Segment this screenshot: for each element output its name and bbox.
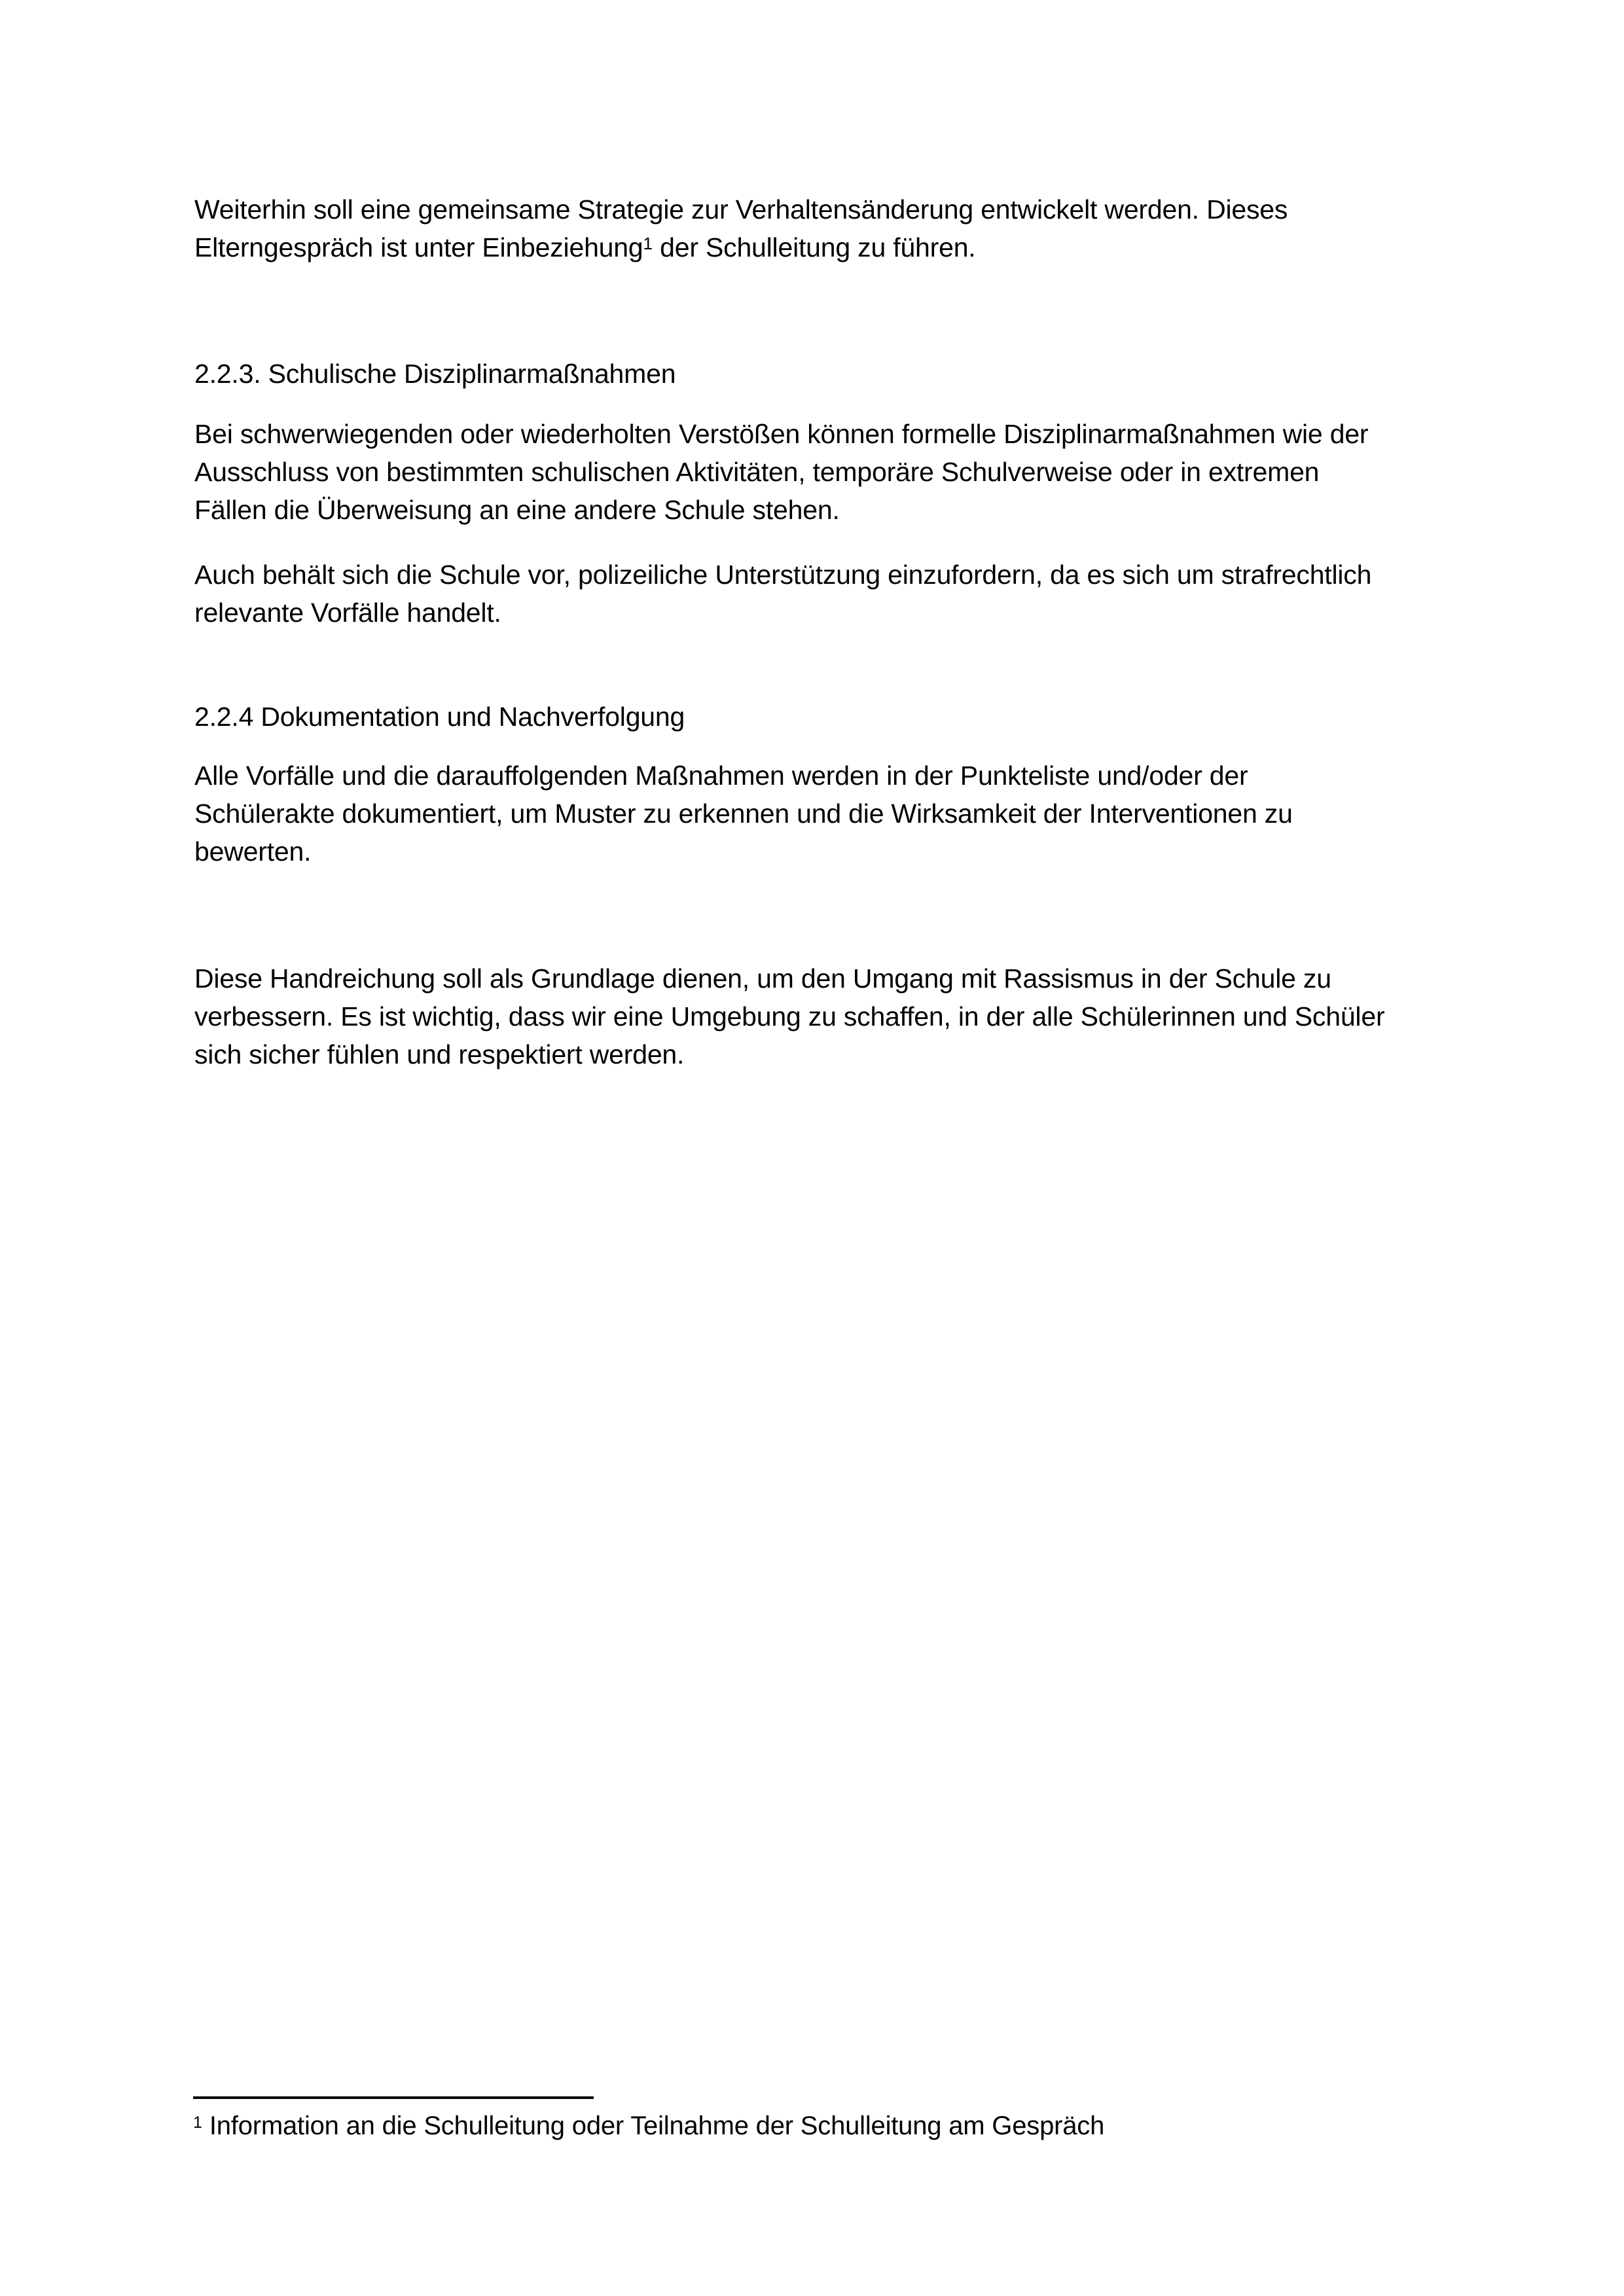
footnote <box>193 2109 1104 2146</box>
footnote-marker-superscript: 1 <box>193 2113 202 2132</box>
paragraph-polizeiliche-unterstuetzung-line-1: Auch behält sich die Schule vor, polizeiliche Unterstützung einzufordern, da es sich um strafrechtlich <box>194 560 1372 590</box>
footnote-text: Information an die Schulleitung oder Teilnahme der Schulleitung am Gespräch <box>202 2111 1105 2140</box>
intro-paragraph <box>194 190 1288 270</box>
paragraph-dokumentation-line-2: Schülerakte dokumentiert, um Muster zu erkennen und die Wirksamkeit der Interventionen zu <box>194 798 1293 829</box>
paragraph-disziplinarmassnahmen-line-3: Fällen die Überweisung an eine andere Schule stehen. <box>194 495 840 525</box>
closing-paragraph-line-2: verbessern. Es ist wichtig, dass wir eine Umgebung zu schaffen, in der alle Schülerinnen und Schüler <box>194 1001 1385 1031</box>
paragraph-disziplinarmassnahmen <box>194 415 1368 529</box>
intro-line-2-text-after-ref: der Schulleitung zu führen. <box>652 232 976 262</box>
paragraph-dokumentation-line-1: Alle Vorfälle und die darauffolgenden Maßnahmen werden in der Punkteliste und/oder der <box>194 761 1248 791</box>
closing-paragraph-line-1: Diese Handreichung soll als Grundlage dienen, um den Umgang mit Rassismus in der Schule zu <box>194 963 1331 994</box>
intro-line-2-text-before-ref: Elterngespräch ist unter Einbeziehung <box>194 232 643 262</box>
paragraph-disziplinarmassnahmen-line-1: Bei schwerwiegenden oder wiederholten Verstößen können formelle Disziplinarmaßnahmen wie der <box>194 419 1369 449</box>
closing-paragraph-line-3: sich sicher fühlen und respektiert werden. <box>194 1039 685 1069</box>
footnote-reference-superscript: 1 <box>643 234 653 254</box>
section-heading-2-2-4: 2.2.4 Dokumentation und Nachverfolgung <box>194 702 685 732</box>
paragraph-dokumentation-line-3: bewerten. <box>194 836 312 867</box>
section-heading-2-2-3: 2.2.3. Schulische Disziplinarmaßnahmen <box>194 359 676 389</box>
intro-paragraph-line-1: Weiterhin soll eine gemeinsame Strategie zur Verhaltensänderung entwickelt werden. Dieses <box>194 194 1288 224</box>
footnote-separator-rule <box>193 2096 594 2099</box>
paragraph-dokumentation <box>194 757 1293 870</box>
intro-paragraph-line-2 <box>194 228 1288 270</box>
paragraph-disziplinarmassnahmen-line-2: Ausschluss von bestimmten schulischen Aktivitäten, temporäre Schulverweise oder in extremen <box>194 457 1320 487</box>
paragraph-polizeiliche-unterstuetzung <box>194 556 1371 632</box>
closing-paragraph <box>194 960 1384 1073</box>
paragraph-polizeiliche-unterstuetzung-line-2: relevante Vorfälle handelt. <box>194 598 501 628</box>
